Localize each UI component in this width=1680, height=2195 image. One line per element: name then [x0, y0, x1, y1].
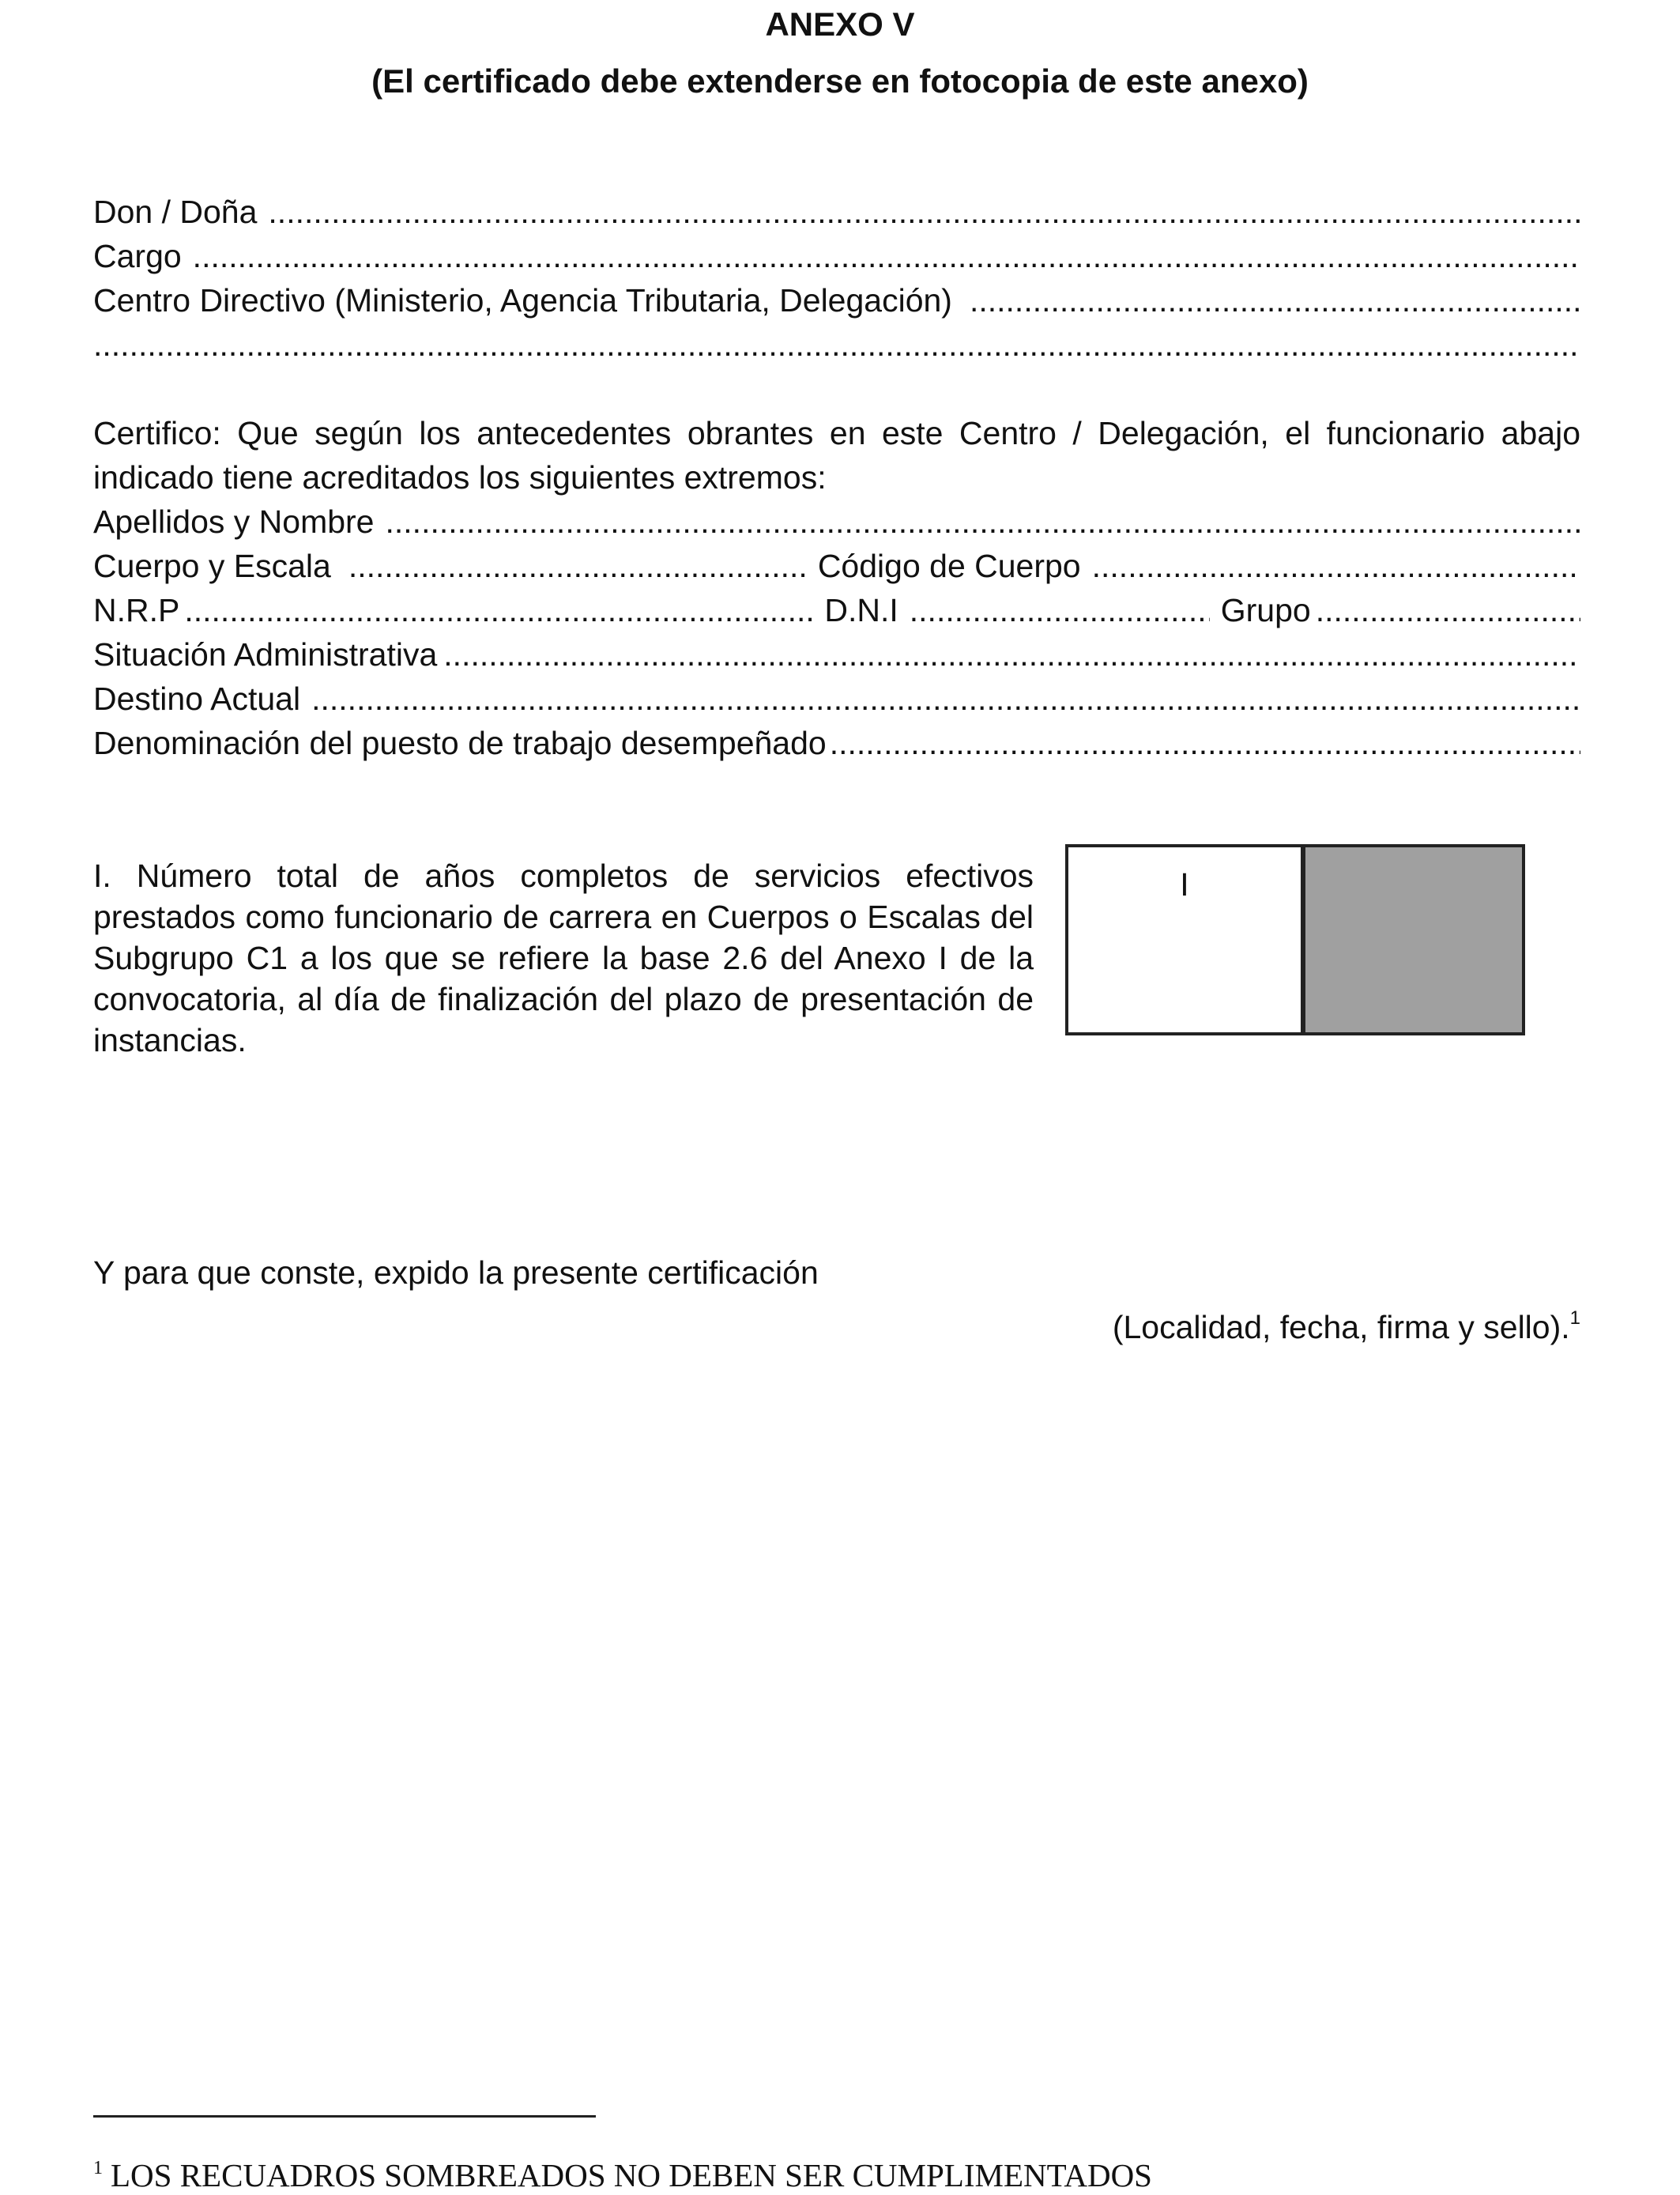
place-date-signature: [1113, 1296, 1580, 1349]
document-title: ANEXO V: [765, 6, 915, 43]
document-subtitle: (El certificado debe extenderse en fotocopia de este anexo): [371, 62, 1309, 100]
services-box: [1065, 844, 1525, 1035]
shaded-cell: [1305, 847, 1522, 1032]
destino-field[interactable]: [311, 677, 1580, 721]
certifico-statement: Certifico: Que según los antecedentes obrantes en este Centro / Delegación, el funcionario abajo indicado tiene acreditados los siguientes extremos:: [93, 415, 1580, 496]
centro-row[interactable]: [93, 278, 1580, 322]
destino-row[interactable]: [93, 677, 1580, 721]
denominacion-label: Denominación del puesto de trabajo desempeñado: [93, 725, 827, 761]
apellidos-label: Apellidos y Nombre: [93, 503, 375, 540]
place-date-signature-label: (Localidad, fecha, firma y sello).: [1112, 1309, 1570, 1345]
cuerpo-field[interactable]: [348, 544, 807, 588]
grupo-label: Grupo: [1220, 592, 1311, 628]
denominacion-row[interactable]: [93, 721, 1580, 765]
nrp-row[interactable]: [93, 588, 1580, 632]
apellidos-field[interactable]: [386, 500, 1581, 544]
centro-field-continuation[interactable]: [93, 322, 1580, 367]
centro-label: Centro Directivo (Ministerio, Agencia Tributaria, Delegación): [93, 282, 952, 319]
certifico-section: [93, 411, 1580, 765]
situacion-row[interactable]: [93, 632, 1580, 677]
cargo-field[interactable]: [193, 234, 1580, 278]
situacion-label: Situación Administrativa: [93, 636, 438, 673]
dni-field[interactable]: [910, 588, 1210, 632]
don-field[interactable]: [268, 190, 1580, 234]
apellidos-row[interactable]: [93, 500, 1580, 544]
grupo-field[interactable]: [1316, 588, 1580, 632]
footnote-text: LOS RECUADROS SOMBREADOS NO DEBEN SER CUMPLIMENTADOS: [111, 2157, 1152, 2193]
cuerpo-label: Cuerpo y Escala: [93, 548, 331, 584]
services-paragraph: I. Número total de años completos de servicios efectivos prestados como funcionario de carrera en Cuerpos o Escalas del Subgrupo C1 a los que se refiere la base 2.6 del Anexo I de la convocatoria, al día de finalización del plazo de presentación de instancias.: [93, 858, 1034, 1058]
certifier-section: [93, 190, 1580, 367]
services-box-label: I: [1180, 866, 1189, 903]
centro-field[interactable]: [970, 278, 1580, 322]
nrp-field[interactable]: [184, 588, 813, 632]
centro-continuation-row[interactable]: [93, 322, 1580, 367]
footnote-number: 1: [93, 2158, 103, 2178]
don-row[interactable]: [93, 190, 1580, 234]
footnote-reference: 1: [1569, 1307, 1580, 1329]
denominacion-field[interactable]: [830, 721, 1580, 765]
cargo-row[interactable]: [93, 234, 1580, 278]
footnote: [93, 2148, 1152, 2195]
codigo-field[interactable]: [1092, 544, 1580, 588]
cargo-label: Cargo: [93, 238, 182, 274]
destino-label: Destino Actual: [93, 681, 301, 717]
dni-label: D.N.I: [824, 592, 898, 628]
don-label: Don / Doña: [93, 194, 258, 230]
closing-statement: Y para que conste, expido la presente certificación: [93, 1254, 819, 1291]
footnote-divider: [93, 2115, 596, 2118]
services-entry-cell[interactable]: [1068, 847, 1305, 1032]
codigo-label: Código de Cuerpo: [817, 548, 1081, 584]
situacion-field[interactable]: [443, 632, 1580, 677]
nrp-label: N.R.P: [93, 592, 180, 628]
cuerpo-row[interactable]: [93, 544, 1580, 588]
